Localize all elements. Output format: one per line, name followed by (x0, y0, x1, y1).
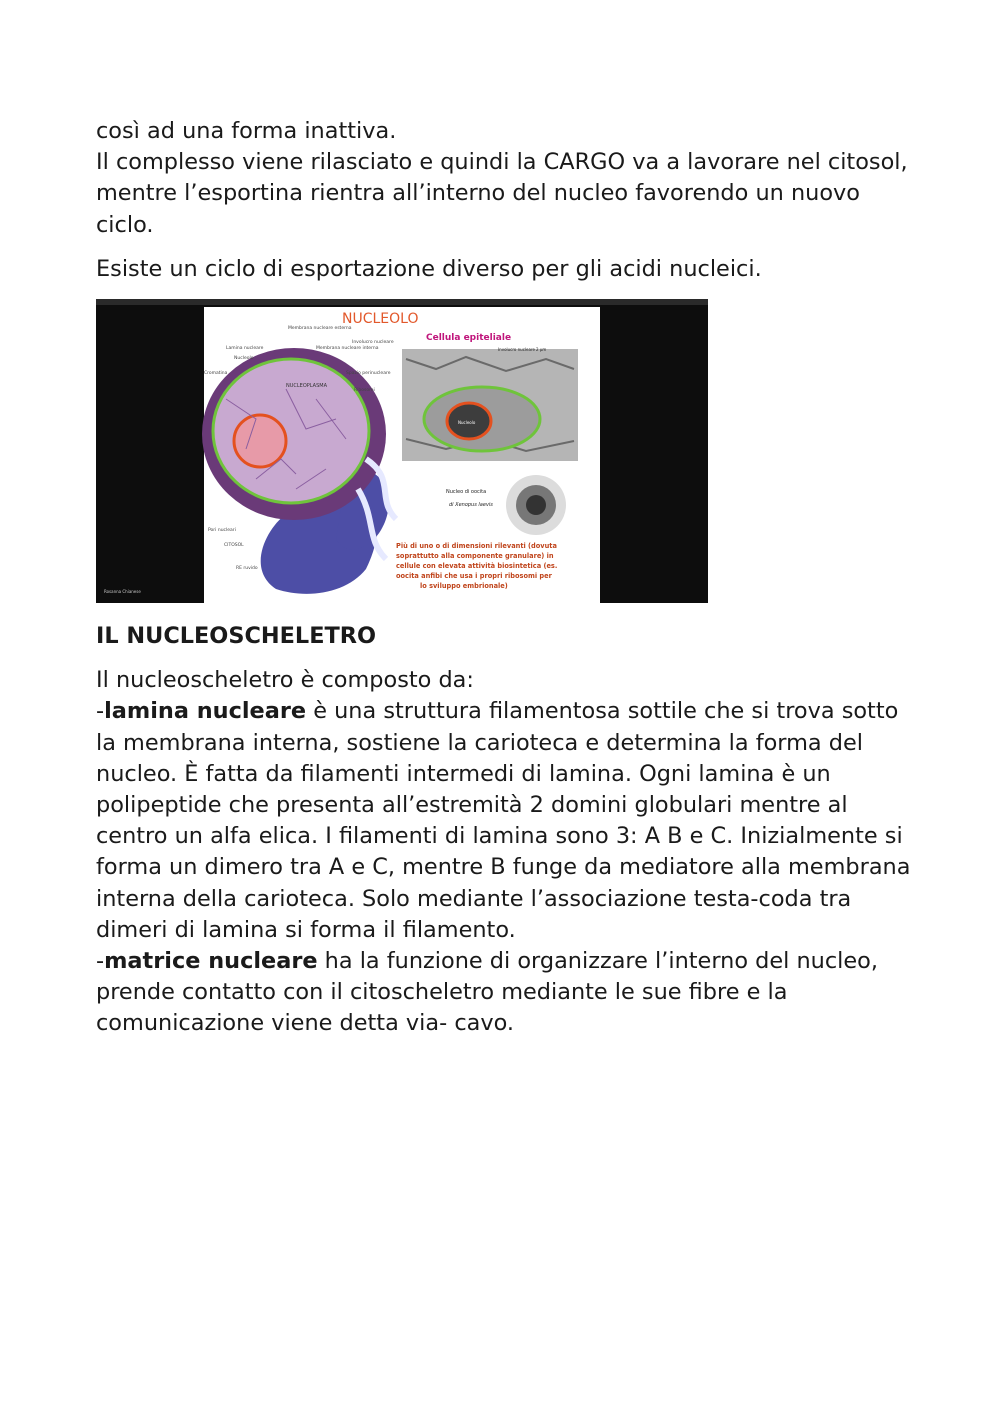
document-page (96, 116, 916, 1040)
label-pori: Pori nucleari (208, 528, 236, 534)
presenter-name: Rosanna Chianese (104, 589, 141, 595)
scale-bar-label: 2 µm (536, 347, 547, 353)
label-citosol: CITOSOL (224, 543, 244, 549)
label-spazio: Spazio perinucleare (346, 371, 391, 377)
lamina-prefix: - (96, 698, 105, 725)
label-membrana-interna: Membrana nucleare interna (316, 346, 379, 352)
nucleolus-slide-image (96, 299, 708, 603)
micro-nucleolo-label: Nucleolo (458, 420, 476, 426)
caption-line-4: oocita anfibi che usa i propri ribosomi per (396, 572, 552, 581)
label-nucleoplasma: NUCLEOPLASMA (286, 383, 328, 390)
lamina-term: lamina nucleare (104, 698, 307, 725)
caption-line-3: cellule con elevata attività biosintetica (es. (396, 562, 558, 571)
label-cromatina: Cromatina (204, 371, 228, 377)
matrice-prefix: - (96, 948, 105, 975)
section-heading: IL NUCLEOSCHELETRO (96, 623, 377, 650)
micro-involucro-label: Involucro nucleare (498, 347, 535, 353)
caption-line-5: lo sviluppo embrionale) (420, 582, 508, 591)
label-membrana-esterna: Membrana nucleare esterna (288, 326, 352, 332)
label-ribosomi: Ribosomi (354, 388, 375, 394)
label-re: RE ruvido (236, 566, 258, 572)
slide-title: NUCLEOLO (342, 311, 419, 328)
label-involucro: Involucro nucleare (352, 340, 394, 346)
section-intro: Il nucleoscheletro è composto da: (96, 667, 474, 694)
caption-line-2: soprattutto alla componente granulare) in (396, 552, 554, 561)
label-nucleolo: Nucleolo (234, 356, 254, 362)
oocita-label-2: di Xenopus laevis (449, 502, 493, 509)
slide-subtitle: Cellula epiteliale (426, 333, 512, 344)
matrice-paragraph (96, 946, 916, 1040)
oocita-label-1: Nucleo di oocita (446, 489, 487, 496)
label-lamina: Lamina nucleare (226, 346, 264, 352)
intro-paragraph: Il complesso viene rilasciato e quindi la CARGO va a lavorare nel citosol, mentre l’esportina rientra all’interno del nucleo favorendo un nuovo ciclo. (96, 149, 908, 238)
matrice-text: ha la funzione di organizzare l’interno del nucleo, prende contatto con il citoscheletro mediante le sue fibre e la comunicazione viene detta via- cavo. (96, 948, 878, 1037)
lamina-paragraph (96, 696, 916, 946)
matrice-term: matrice nucleare (104, 948, 318, 975)
export-cycle-paragraph: Esiste un ciclo di esportazione diverso per gli acidi nucleici. (96, 255, 762, 282)
caption-line-1: Più di uno o di dimensioni rilevanti (dovuta (396, 542, 557, 551)
lamina-text: è una struttura filamentosa sottile che si trova sotto la membrana interna, sostiene la carioteca e determina la forma del nucleo. È fatta da filamenti intermedi di lamina. Ogni lamina è un polipeptide che presenta all’estremità 2 domini globulari mentre al centro un alfa elica. I filamenti di lamina sono 3: A B e C. Inizialmente si forma un dimero tra A e C, mentre B funge da mediatore alla membrana interna della carioteca. Solo mediante l’associazione testa-coda tra dimeri di lamina si forma il filamento. (96, 698, 911, 943)
intro-line: così ad una forma inattiva. (96, 118, 397, 144)
